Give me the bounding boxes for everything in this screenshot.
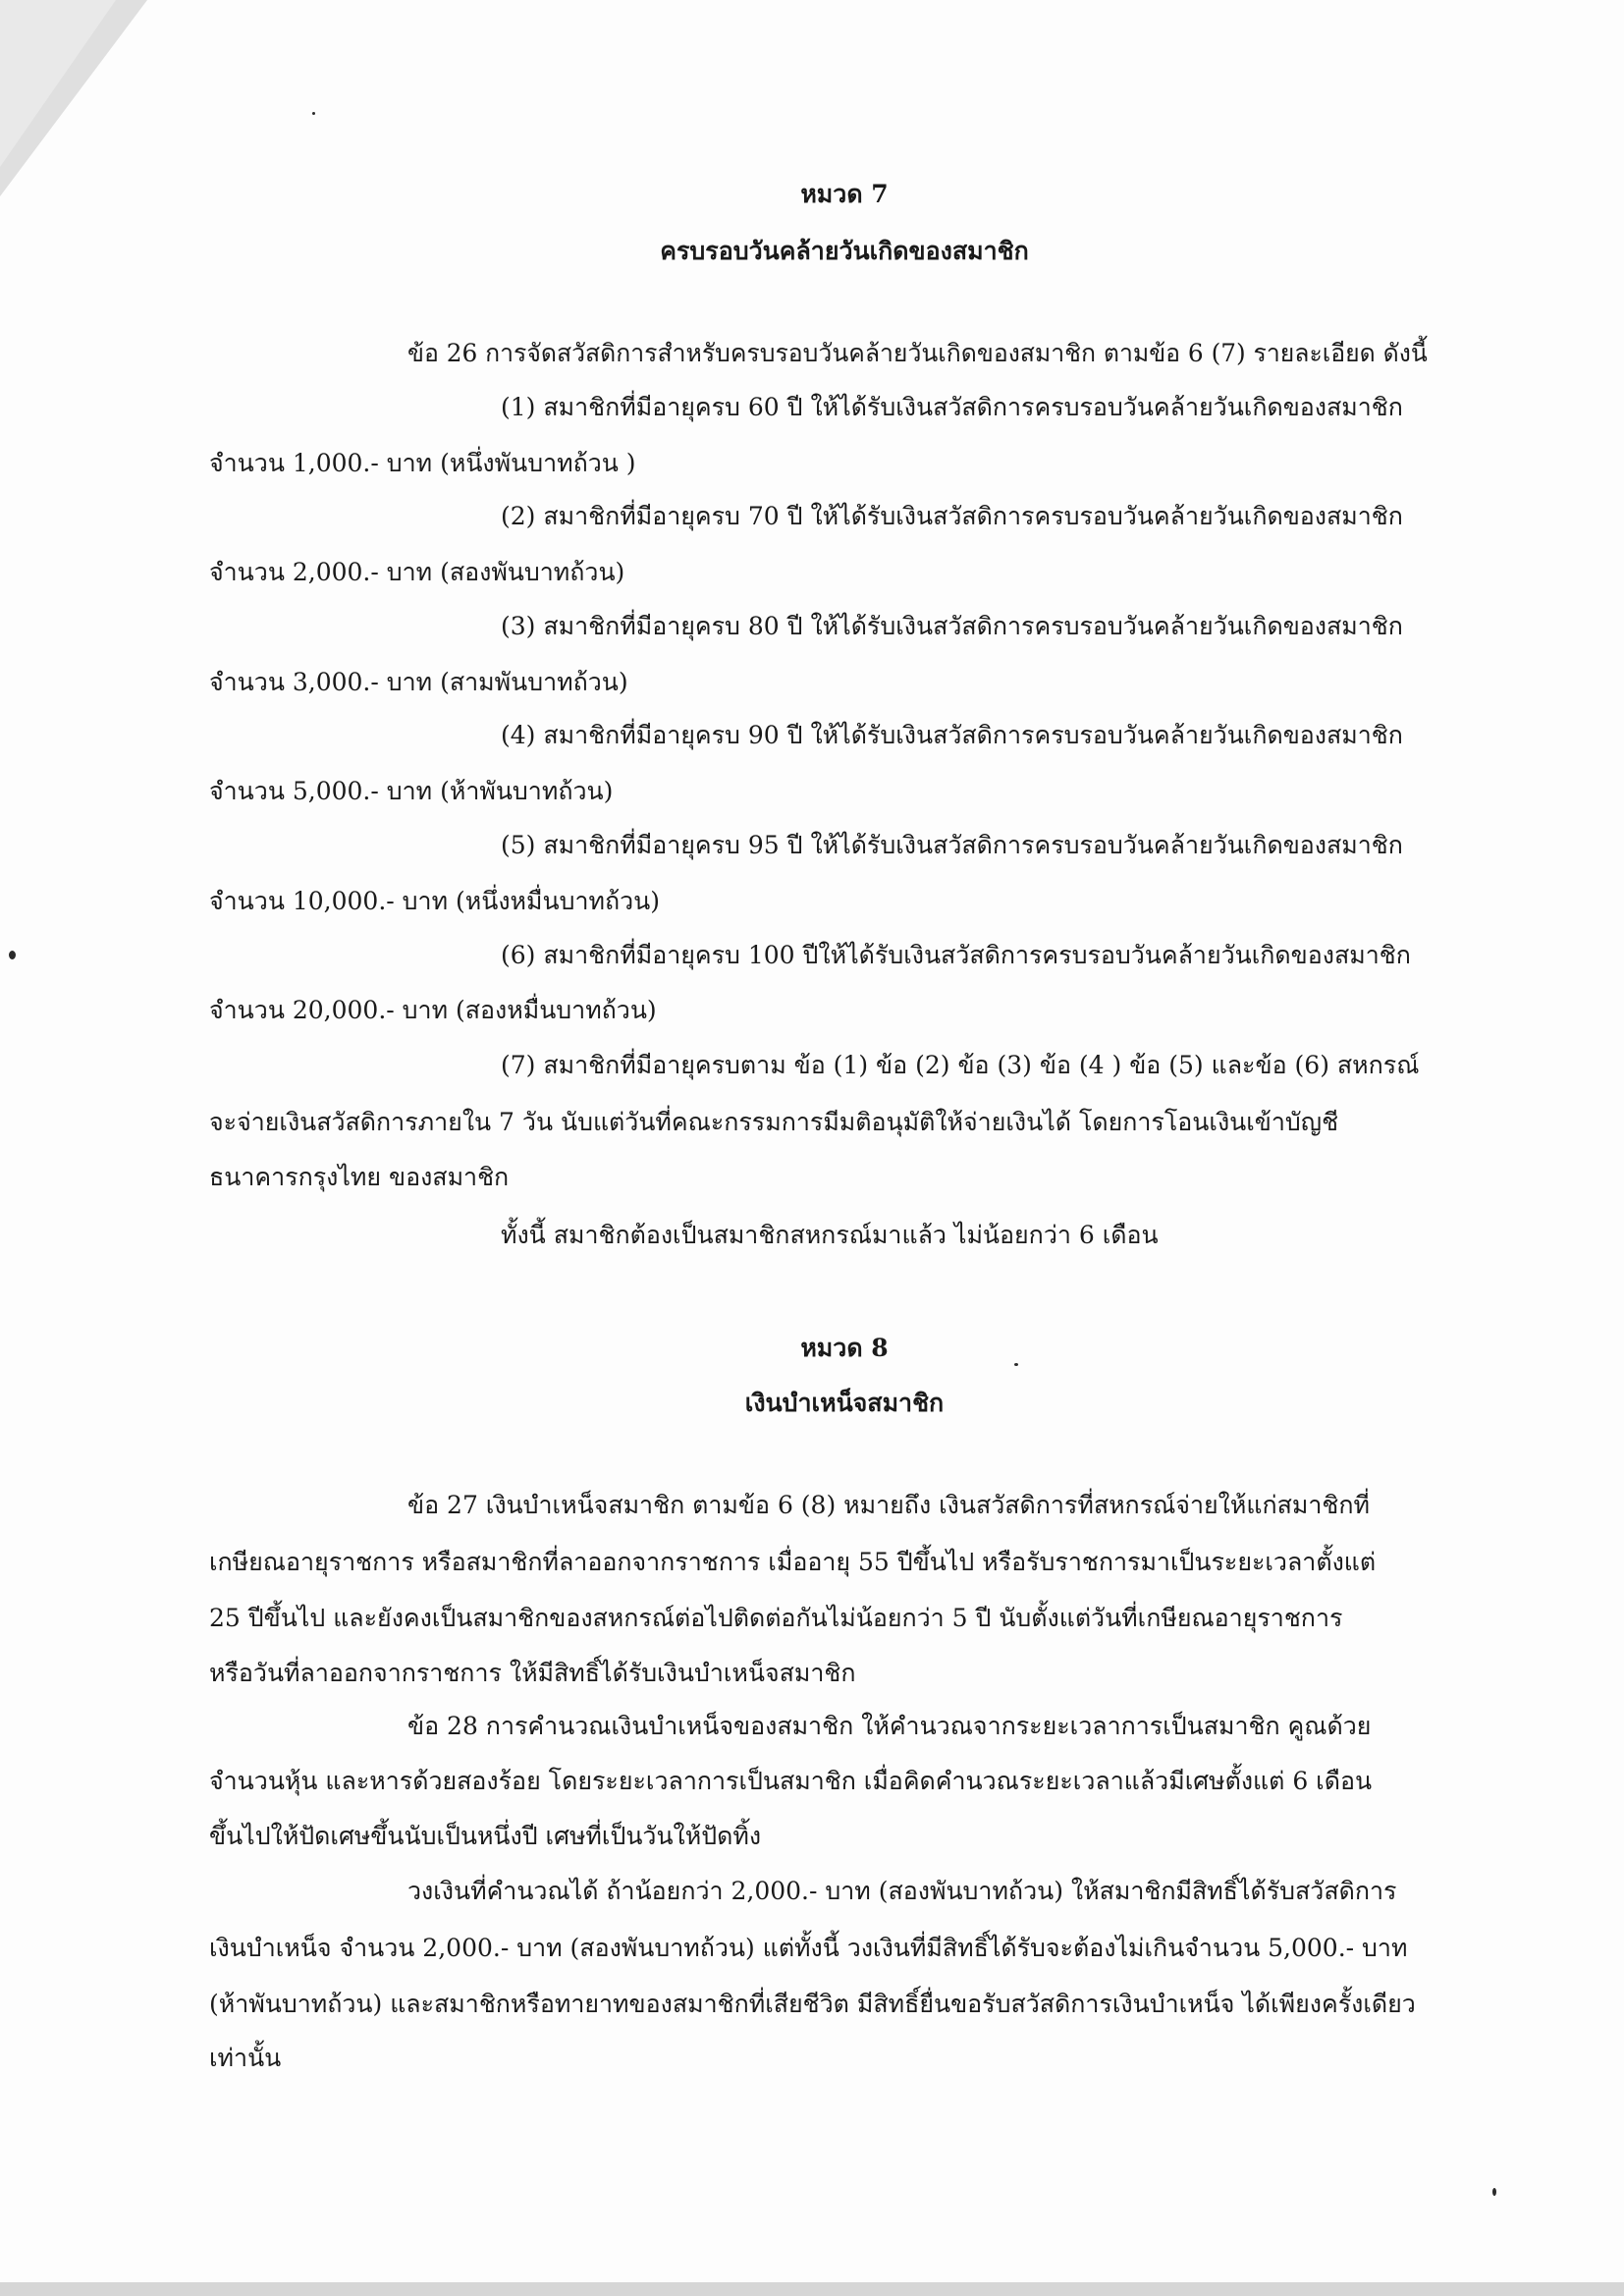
folded-corner-highlight xyxy=(0,0,116,167)
item-7-line-2: จะจ่ายเงินสวัสดิการภายใน 7 วัน นับแต่วันที่คณะกรรมการมีมติอนุมัติให้จ่ายเงินได้ โดยการโอนเงินเข้าบัญชี xyxy=(209,1108,1339,1136)
item-2-amount: จำนวน 2,000.- บาท (สองพันบาทถ้วน) xyxy=(209,558,625,586)
item-4-amount: จำนวน 5,000.- บาท (ห้าพันบาทถ้วน) xyxy=(209,777,614,805)
item-6-text: (6) สมาชิกที่มีอายุครบ 100 ปีให้ได้รับเงินสวัสดิการครบรอบวันคล้ายวันเกิดของสมาชิก xyxy=(501,941,1411,969)
clause-27-line-3: 25 ปีขึ้นไป และยังคงเป็นสมาชิกของสหกรณ์ต่อไปติดต่อกันไม่น้อยกว่า 5 ปี นับตั้งแต่วันที่เกษียณอายุราชการ xyxy=(209,1604,1343,1632)
limit-line-4: เท่านั้น xyxy=(209,2044,282,2072)
scan-edge xyxy=(0,2282,1624,2296)
scan-speck xyxy=(1492,2188,1496,2196)
scan-speck xyxy=(9,951,16,959)
scan-speck xyxy=(312,112,315,115)
limit-line-3: (ห้าพันบาทถ้วน) และสมาชิกหรือทายาทของสมาชิกที่เสียชีวิต มีสิทธิ์ยื่นขอรับสวัสดิการเงินบำเหน็จ ได้เพียงครั้งเดียว xyxy=(209,1990,1416,2018)
clause-28-line-3: ขึ้นไปให้ปัดเศษขึ้นนับเป็นหนึ่งปี เศษที่เป็นวันให้ปัดทิ้ง xyxy=(209,1822,762,1850)
chapter-7-title: ครบรอบวันคล้ายวันเกิดของสมาชิก xyxy=(660,237,1029,265)
item-7-line-3: ธนาคารกรุงไทย ของสมาชิก xyxy=(209,1163,510,1191)
limit-line-1: วงเงินที่คำนวณได้ ถ้าน้อยกว่า 2,000.- บาท (สองพันบาทถ้วน) ให้สมาชิกมีสิทธิ์ได้รับสวัสดิการ xyxy=(407,1877,1397,1905)
clause-27-line-1: ข้อ 27 เงินบำเหน็จสมาชิก ตามข้อ 6 (8) หมายถึง เงินสวัสดิการที่สหกรณ์จ่ายให้แก่สมาชิกที่ xyxy=(407,1491,1370,1519)
clause-28-line-2: จำนวนหุ้น และหารด้วยสองร้อย โดยระยะเวลาการเป็นสมาชิก เมื่อคิดคำนวณระยะเวลาแล้วมีเศษตั้งแต่ 6 เดือน xyxy=(209,1767,1373,1795)
clause-28-line-1: ข้อ 28 การคำนวณเงินบำเหน็จของสมาชิก ให้คำนวณจากระยะเวลาการเป็นสมาชิก คูณด้วย xyxy=(407,1712,1372,1740)
limit-line-2: เงินบำเหน็จ จำนวน 2,000.- บาท (สองพันบาทถ้วน) แต่ทั้งนี้ วงเงินที่มีสิทธิ์ได้รับจะต้องไม่เกินจำนวน 5,000.- บาท xyxy=(209,1934,1408,1962)
item-5-text: (5) สมาชิกที่มีอายุครบ 95 ปี ให้ได้รับเงินสวัสดิการครบรอบวันคล้ายวันเกิดของสมาชิก xyxy=(501,831,1403,859)
chapter-7-heading: หมวด 7 xyxy=(800,180,889,208)
chapter-8-heading: หมวด 8 xyxy=(800,1334,889,1362)
item-5-amount: จำนวน 10,000.- บาท (หนึ่งหมื่นบาทถ้วน) xyxy=(209,887,660,915)
item-3-text: (3) สมาชิกที่มีอายุครบ 80 ปี ให้ได้รับเงินสวัสดิการครบรอบวันคล้ายวันเกิดของสมาชิก xyxy=(501,612,1403,640)
item-3-amount: จำนวน 3,000.- บาท (สามพันบาทถ้วน) xyxy=(209,668,628,696)
item-7-line-1: (7) สมาชิกที่มีอายุครบตาม ข้อ (1) ข้อ (2) ข้อ (3) ข้อ (4 ) ข้อ (5) และข้อ (6) สหกรณ์ xyxy=(501,1051,1420,1079)
membership-note: ทั้งนี้ สมาชิกต้องเป็นสมาชิกสหกรณ์มาแล้ว ไม่น้อยกว่า 6 เดือน xyxy=(501,1221,1159,1249)
clause-27-line-4: หรือวันที่ลาออกจากราชการ ให้มีสิทธิ์ได้รับเงินบำเหน็จสมาชิก xyxy=(209,1659,856,1687)
clause-27-line-2: เกษียณอายุราชการ หรือสมาชิกที่ลาออกจากราชการ เมื่ออายุ 55 ปีขึ้นไป หรือรับราชการมาเป็นระยะเวลาตั้งแต่ xyxy=(209,1548,1377,1576)
item-4-text: (4) สมาชิกที่มีอายุครบ 90 ปี ให้ได้รับเงินสวัสดิการครบรอบวันคล้ายวันเกิดของสมาชิก xyxy=(501,721,1403,749)
item-6-amount: จำนวน 20,000.- บาท (สองหมื่นบาทถ้วน) xyxy=(209,996,657,1024)
item-1-amount: จำนวน 1,000.- บาท (หนึ่งพันบาทถ้วน ) xyxy=(209,449,636,477)
item-1-text: (1) สมาชิกที่มีอายุครบ 60 ปี ให้ได้รับเงินสวัสดิการครบรอบวันคล้ายวันเกิดของสมาชิก xyxy=(501,393,1403,421)
clause-26-intro: ข้อ 26 การจัดสวัสดิการสำหรับครบรอบวันคล้ายวันเกิดของสมาชิก ตามข้อ 6 (7) รายละเอียด ดังนี้ xyxy=(407,339,1428,367)
item-2-text: (2) สมาชิกที่มีอายุครบ 70 ปี ให้ได้รับเงินสวัสดิการครบรอบวันคล้ายวันเกิดของสมาชิก xyxy=(501,502,1403,530)
chapter-8-title: เงินบำเหน็จสมาชิก xyxy=(744,1389,945,1417)
